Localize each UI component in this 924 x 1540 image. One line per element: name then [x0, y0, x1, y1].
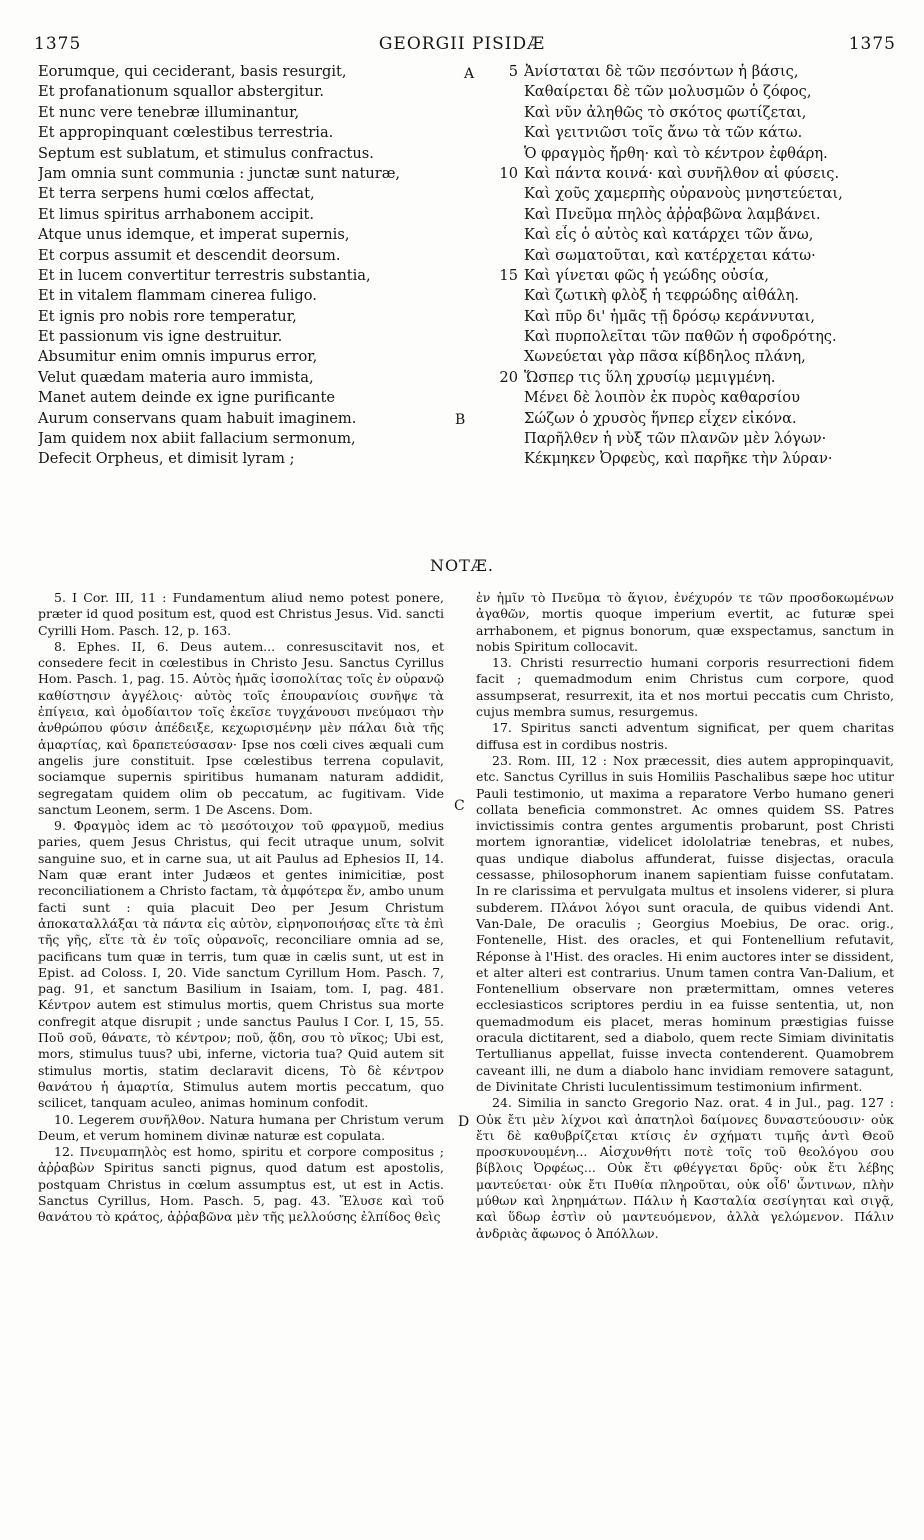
page-header: [0, 34, 924, 58]
notes-heading: NOTÆ.: [430, 556, 494, 575]
greek-verse-line: [488, 144, 898, 164]
greek-verse-line: [488, 347, 898, 367]
latin-verse-line: Manet autem deinde ex igne purificante: [38, 389, 336, 407]
greek-verse-text: Σώζων ὁ χρυσὸς ἥνπερ εἶχεν εἰκόνα.: [524, 409, 797, 427]
page-number-right: 1375: [848, 34, 896, 54]
latin-verse-line: Jam quidem nox abiit fallacium sermonum,: [38, 430, 356, 448]
latin-verse-line: Septum est sublatum, et stimulus confractus.: [38, 144, 374, 162]
verse-number: 20: [499, 368, 518, 386]
greek-verse-text: Καὶ πυρπολεῖται τῶν παθῶν ἡ σφοδρότης.: [524, 328, 837, 346]
greek-verse-text: Καὶ σωματοῦται, καὶ κατέρχεται κάτω·: [524, 246, 816, 264]
latin-verse-line: Et nunc vere tenebræ illuminantur,: [38, 103, 300, 121]
greek-verse-text: Ἀνίσταται δὲ τῶν πεσόντων ἡ βάσις,: [524, 63, 799, 80]
note-paragraph: 24. Similia in sancto Gregorio Naz. orat. 4 in Jul., pag. 127 : Οὐκ ἔτι μὲν λίχνοι καὶ ἀπατηλοὶ δαίμονες δυναστεύουσιν· οὐκ ἔτι δὲ καθυβρίζεται κτίσις ἐν σχήματι τιμῆς ἀντὶ Θεοῦ προσκυνουμένη... Αἰσχυνθήτι ποτὲ τοῖς τοῦ θεολόγου σου βίβλοις Ὀρφέως... Οὐκ ἔτι φθέγγεται δρῦς· οὐκ ἔτι λέβης μαντεύεται· οὐκ ἔτι Πυθία πληροῦται, οὐκ οἶδ' ὧντινων, πλὴν μύθων καὶ ληρημάτων. Πάλιν ἡ Κασταλία σεσίγηται καὶ σιγᾷ, καὶ ὕδωρ ἐστὶν οὐ μαντευόμενον, ἀλλὰ γελώμενον. Πάλιν ἀνδριὰς ἄφωνος ὁ Ἀπόλλων.: [476, 1095, 894, 1241]
latin-verse-line: Absumitur enim omnis impurus error,: [38, 348, 318, 366]
verse-number: 5: [508, 63, 518, 80]
greek-verse-text: Καθαίρεται δὲ τῶν μολυσμῶν ὁ ζόφος,: [524, 83, 812, 101]
verse-number: 15: [499, 266, 518, 284]
greek-verse-line: [488, 327, 898, 347]
greek-verse-line: [488, 409, 898, 429]
latin-verse-line: Et terra serpens humi cœlos affectat,: [38, 185, 315, 203]
greek-verse-line: [488, 205, 898, 225]
greek-verse-line: [488, 184, 898, 204]
greek-verse-text: Καὶ χοῦς χαμερπὴς οὐρανοὺς μνηστεύεται,: [524, 185, 843, 203]
greek-verse-text: Καὶ γειτνιῶσι τοῖς ἄνω τὰ τῶν κάτω.: [524, 124, 803, 142]
greek-verse-line: [488, 82, 898, 102]
greek-verse-line: [488, 225, 898, 245]
greek-verse-line: [488, 266, 898, 286]
notes-left-column: [38, 590, 444, 1226]
greek-verse-column: [488, 62, 898, 470]
note-paragraph: 23. Rom. III, 12 : Nox præcessit, dies autem appropinquavit, etc. Sanctus Cyrillus in suis Homiliis Paschalibus sæpe hoc utitur Pauli testimonio, ut maxima a reparatore Verbo humano generi collata beneficia commonstret. Ac omnes quidem SS. Patres invictissimis contra gentes argumentis probarunt, post Christi mortem ignorantiæ, videlicet idololatriæ tenebras, et nubes, quas undique diabolus affunderat, fuisse disjectas, oracula cessasse, philosophorum inanem sapientiam fuisse confutatam. In re clarissima et pervulgata multus et insolens viderer, si plura subderem. Πλάνοι λόγοι sunt oracula, de quibus videndi Ant. Van-Dale, De oraculis ; Georgius Moebius, De orac. orig., Fontenelle, Hist. des oracles, et qui Fontenellium refutavit, Réponse à l'Hist. des oracles. Hi enim auctores inter se dissident, et alter alteri est contrarius. Unum tamen contra Van-Dalium, et Fontenellium observare non prætermittam, omnes veteres ecclesiasticos scriptores perdiu in ea fuisse sententia, ut, non quemadmodum eis placet, meras hominum præstigias fuisse oracula dictitarent, sed a diabolo, quem recte Simiam divinitatis Tertullianus appellat, fuisse invecta contenderent. Quamobrem caveant illi, ne dum a diabolo hanc invidiam removere satagunt, de Divinitate Christi luculentissimum testimonium infirment.: [476, 752, 894, 1094]
greek-verse-text: Καὶ νῦν ἀληθῶς τὸ σκότος φωτίζεται,: [524, 103, 807, 121]
page-number-left: 1375: [34, 34, 82, 54]
latin-verse-line: Et limus spiritus arrhabonem accipit.: [38, 205, 315, 223]
greek-verse-text: Κέκμηκεν Ὀρφεὺς, καὶ παρῆκε τὴν λύραν·: [524, 450, 833, 468]
note-paragraph: 17. Spiritus sancti adventum significat, per quem charitas diffusa est in cordibus nostris.: [476, 720, 894, 752]
latin-verse-line: Et corpus assumit et descendit deorsum.: [38, 246, 341, 264]
note-paragraph: 9. Φραγμὸς idem ac τὸ μεσότοιχον τοῦ φραγμοῦ, medius paries, quem Jesus Christus, qui fecit utraque unum, solvit sanguine suo, et in carne sua, ut ait Paulus ad Ephesios II, 14. Nam quæ erant inter Judæos et gentes inimicitiæ, post reconciliationem a Christo factam, τὰ ἀμφότερα ἕν, ambo unum facti sunt : quia placuit Deo per Jesum Christum ἀποκαταλλάξαι τὰ πάντα εἰς αὐτὸν, εἰρηνοποιήσας εἴτε τὰ ἐπὶ τῆς γῆς, εἴτε τὰ ἐν τοῖς οὐρανοῖς, reconciliare omnia ad se, pacificans tum quæ in terris, tum quæ in cælis sunt, ut est in Epist. ad Coloss. I, 20. Vide sanctum Cyrillum Hom. Pasch. 7, pag. 91, et sanctum Basilium in Isaiam, tom. I, pag. 481. Κέντρον autem est stimulus mortis, quem Christus sua morte confregit atque disrupit ; unde sanctus Paulus I Cor. I, 15, 55. Ποῦ σοῦ, θάνατε, τὸ κέντρον; ποῦ, ᾅδη, σου τὸ νῖκος; Ubi est, mors, stimulus tuus? ubi, inferne, victoria tua? Quid autem sit stimulus mortis, statim declaravit dicens, Τὸ δὲ κέντρον θανάτου ἡ ἁμαρτία, Stimulus autem mortis peccatum, quo scilicet, tanquam aculeo, animas hominum confodit.: [38, 818, 444, 1111]
greek-verse-line: [488, 123, 898, 143]
note-paragraph: 10. Legerem συνῆλθον. Natura humana per Christum verum Deum, et verum hominem divinæ naturæ est copulata.: [38, 1111, 444, 1143]
note-paragraph: 5. I Cor. III, 11 : Fundamentum aliud nemo potest ponere, præter id quod positum est, quod est Christus Jesus. Vid. sancti Cyrilli Hom. Pasch. 12, p. 163.: [38, 590, 444, 638]
greek-verse-text: Καὶ πάντα κοινά· καὶ συνῆλθον αἱ φύσεις.: [524, 164, 840, 182]
margin-mark-d: D: [458, 1114, 470, 1130]
margin-mark-b: B: [455, 412, 466, 428]
greek-verse-line: [488, 368, 898, 388]
margin-mark-c: C: [454, 798, 465, 814]
greek-verse-line: [488, 103, 898, 123]
greek-verse-line: [488, 286, 898, 306]
note-paragraph: 8. Ephes. II, 6. Deus autem... conresuscitavit nos, et consedere fecit in cœlestibus in Christo Jesu. Sanctus Cyrillus Hom. Pasch. 1, pag. 15. Αὐτὸς ἡμᾶς ἰσοπολίτας τοῖς ἐν οὐρανῷ καθίστησιν ἀγγέλοις· αὐτὸς τοῖς ἐπουρανίοις συνῆψε τὰ ἐπίγεια, καὶ ὁμοδίαιτον τοῖς ἐκεῖσε τυγχάνουσι πνεύμασι τὴν ἀνθρώπου φύσιν ἀπέδειξε, κεχωρισμένην μὲν πάλαι διὰ τῆς ἁμαρτίας, καὶ δραπετεύσασαν· Ipse nos cœli cives æquali cum angelis jure constituit. Ipse cœlestibus terrena copulavit, sociamque supernis spiritibus humanam naturam addidit, segregatam quidem olim ob peccatum, ac fugitivam. Vide sanctum Leonem, serm. 1 De Ascens. Dom.: [38, 638, 444, 817]
greek-verse-line: [488, 62, 898, 82]
latin-verse-line: Eorumque, qui ceciderant, basis resurgit,: [38, 63, 347, 80]
latin-verse-column: [38, 62, 458, 470]
greek-verse-line: [488, 449, 898, 469]
greek-verse-text: Ὥσπερ τις ὕλη χρυσίῳ μεμιγμένη.: [524, 368, 776, 386]
verse-number: 10: [499, 164, 518, 182]
greek-verse-text: Καὶ εἷς ὁ αὐτὸς καὶ κατάρχει τῶν ἄνω,: [524, 226, 814, 244]
note-paragraph: 12. Πνευμαπηλὸς est homo, spiritu et corpore compositus ; ἀῤῥαβὼν Spiritus sancti pignus, quod datum est apostolis, postquam Christus in cœlum assumptus est, ut est in Actis. Sanctus Cyrillus, Hom. Pasch. 5, pag. 43. Ἔλυσε καὶ τοῦ θανάτου τὸ κράτος, ἀῤῥαβῶνα μὲν τῆς μελλούσης ἐλπίδος θεὶς: [38, 1144, 444, 1225]
notes-right-column: [476, 590, 894, 1242]
margin-mark-a: A: [464, 66, 475, 82]
latin-verse-line: Et passionum vis igne destruitur.: [38, 328, 283, 346]
greek-verse-text: Καὶ Πνεῦμα πηλὸς ἀῤῥαβῶνα λαμβάνει.: [524, 205, 821, 223]
latin-verse-line: Et in lucem convertitur terrestris substantia,: [38, 266, 371, 284]
latin-verse-line: Velut quædam materia auro immista,: [38, 368, 314, 386]
greek-verse-line: [488, 246, 898, 266]
greek-verse-text: Καὶ γίνεται φῶς ἡ γεώδης οὐσία,: [524, 266, 769, 284]
note-paragraph: ἐν ἡμῖν τὸ Πνεῦμα τὸ ἅγιον, ἐνέχυρόν τε τῶν προσδοκωμένων ἀγαθῶν, mortis quoque imperium evertit, ac futuræ spei arrhabonem, et pignus bonorum, quæ exspectamus, sanctum in nobis Spiritum collocavit.: [476, 590, 894, 654]
greek-verse-text: Ὁ φραγμὸς ἤρθη· καὶ τὸ κέντρον ἐφθάρη.: [524, 144, 828, 162]
latin-verse-line: Aurum conservans quam habuit imaginem.: [38, 409, 357, 427]
greek-verse-text: Μένει δὲ λοιπὸν ἐκ πυρὸς καθαρσίου: [524, 389, 800, 407]
greek-verse-text: Καὶ πῦρ δι' ἡμᾶς τῇ δρόσῳ κεράννυται,: [524, 307, 815, 325]
greek-verse-line: [488, 307, 898, 327]
greek-verse-text: Παρῆλθεν ἡ νὺξ τῶν πλανῶν μὲν λόγων·: [524, 430, 827, 448]
latin-verse-line: Defecit Orpheus, et dimisit lyram ;: [38, 450, 295, 468]
latin-verse-line: Atque unus idemque, et imperat supernis,: [38, 226, 350, 244]
latin-verse-line: Et ignis pro nobis rore temperatur,: [38, 307, 297, 325]
note-paragraph: 13. Christi resurrectio humani corporis resurrectioni fidem facit ; quemadmodum enim Christus cum corpore, quod assumpserat, resurrexit, ita et nos mortui peccatis cum Christo, cujus membra sumus, resurgemus.: [476, 655, 894, 720]
greek-verse-line: [488, 388, 898, 408]
latin-verse-line: Et profanationum squallor abstergitur.: [38, 83, 325, 101]
greek-verse-text: Χωνεύεται γὰρ πᾶσα κίβδηλος πλάνη,: [524, 348, 806, 366]
greek-verse-text: Καὶ ζωτικὴ φλὸξ ἡ τεφρώδης αἰθάλη.: [524, 287, 800, 305]
latin-verse-line: Jam omnia sunt communia : junctæ sunt naturæ,: [38, 164, 401, 182]
greek-verse-line: [488, 429, 898, 449]
latin-verse-line: Et in vitalem flammam cinerea fuligo.: [38, 287, 317, 305]
running-title: GEORGII PISIDÆ: [378, 34, 546, 54]
latin-verse-line: Et appropinquant cœlestibus terrestria.: [38, 124, 334, 142]
greek-verse-line: [488, 164, 898, 184]
